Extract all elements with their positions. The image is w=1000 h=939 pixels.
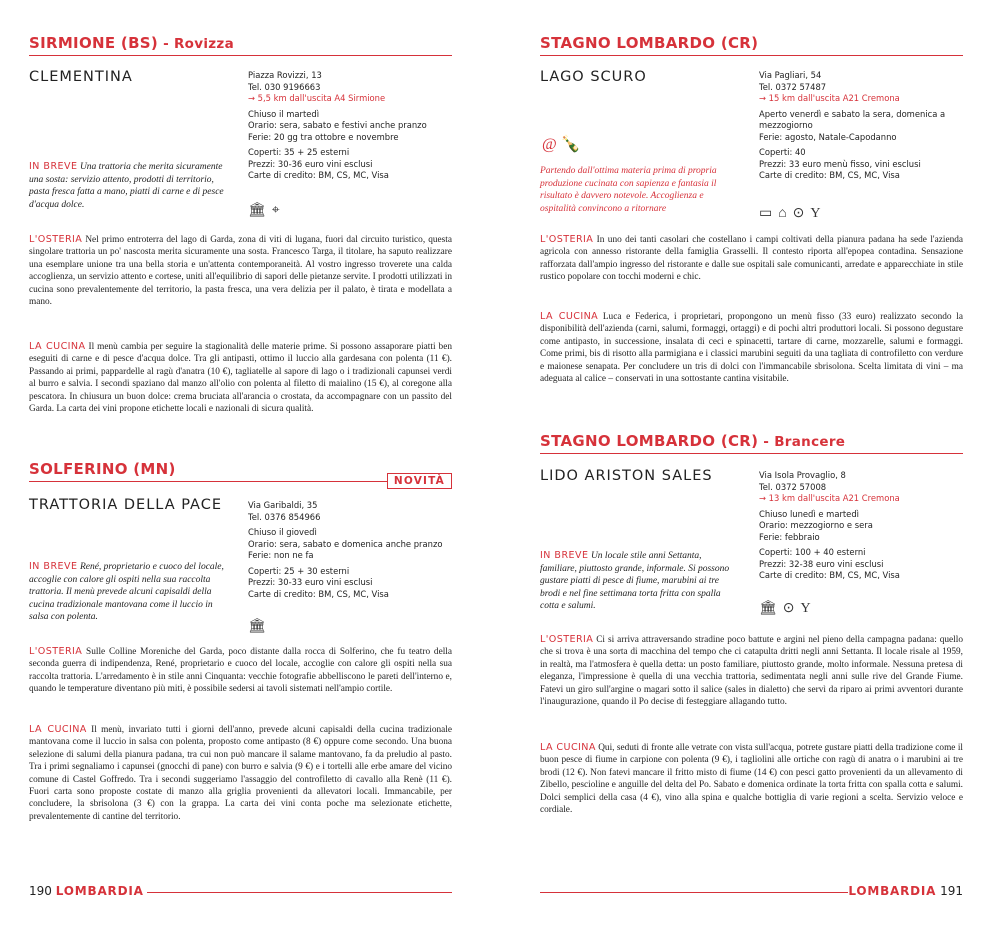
osteria-text: Nel primo entroterra del lago di Garda, zona di viti di lugana, fuori dal circuito turistico, questa singolare trattoria un po' nascosta merita sicuramente una sosta. Francesco Targa, il titolare, ha saputo realizzare una esemplare unione tra una bella storia e un'attenta contemporaneità. Al vostro ingresso troverete una calda accoglienza, un servizio attento e cortese, uniti all'equilibrio di sapori delle pietanze servite. I prodotti utilizzati in cucina sono prevalentemente del territorio, la pasta fresca, una vera delizia per il palato, è tirata e modellata a mano. (29, 235, 452, 308)
closing-day: Chiuso il martedì (248, 108, 320, 119)
osteria-label: L'OSTERIA (29, 234, 83, 245)
cucina-text: Il menù, invariato tutti i giorni dell'anno, prevede alcuni capisaldi della cucina tradizionale mantovana come il luccio in salsa con polenta, proposto come antipasto (8 €) oppure come secondo. Una buona selezione di salumi della pianura padana, tra cui non può mancare il salame mantovano, fa da preludio al pasto. Tra i primi segnaliamo i capunsei (gnocchi di pane) con burro e salvia (9 €) e i tortelli alle erbe amare del vicino comune di Castel Goffredo. Tra i secondi suggeriamo l'assaggio del controfiletto di cavallo alla Renè (11 €). Fuori carta sono proposte costate di manzo alla griglia provenienti da allevatori locali. Immancabile, per concludere, la sbrisolona (3 €) con la grappa. La carta dei vini conta poche ma selezionate etichette, prevalentemente di cantine del territorio. (29, 725, 452, 822)
hours: Orario: sera, sabato e domenica anche pranzo (248, 538, 443, 549)
page-number: 190 (29, 884, 52, 898)
in-breve-text: Un locale stile anni Settanta, familiare, piuttosto grande, informale. Si possono gustare piatti di pesce di fiume, marubini ai tre brodi e nel fine settimana torta fritta con spalla cotta e salumi. (540, 551, 730, 611)
in-breve-label: IN BREVE (540, 550, 589, 561)
seats: Coperti: 25 + 30 esterni (248, 565, 350, 576)
osteria-paragraph (540, 634, 963, 708)
directions: → 5,5 km dall'uscita A4 Sirmione (248, 93, 386, 103)
restaurant-info (759, 70, 969, 182)
prices: Prezzi: 32-38 euro vini esclusi (759, 558, 884, 569)
top-icons (542, 134, 581, 154)
building-icon: 🏛 (248, 619, 266, 634)
in-breve-label: IN BREVE (29, 161, 78, 172)
holidays: Ferie: agosto, Natale-Capodanno (759, 131, 897, 142)
description-brief: Partendo dall'ottima materia prima di propria produzione cucinata con sapienza e fantasia il risultato è davvero notevole. Accoglienza e ospitalità convincono a ritornare (540, 166, 717, 214)
new-badge: NOVITÀ (387, 473, 452, 489)
location-name: STAGNO LOMBARDO (CR) (540, 34, 759, 52)
location-heading (540, 34, 963, 56)
building-icon: 🏛 (248, 203, 266, 218)
osteria-label: L'OSTERIA (540, 234, 594, 245)
service-icons (248, 618, 272, 635)
page-footer (29, 884, 144, 898)
region-label: LOMBARDIA (55, 884, 144, 898)
cucina-label: LA CUCINA (540, 742, 596, 753)
location-name: STAGNO LOMBARDO (CR) (540, 432, 759, 450)
location-sub: - Brancere (758, 434, 846, 450)
bicycle-icon: ⊙ (782, 601, 795, 616)
footer-rule (147, 892, 452, 893)
phone: Tel. 0372 57487 (759, 81, 827, 92)
phone: Tel. 0376 854966 (248, 511, 321, 522)
cucina-paragraph (540, 742, 963, 816)
location-name: SOLFERINO (MN) (29, 460, 176, 478)
address: Via Garibaldi, 35 (248, 500, 318, 510)
osteria-text: Sulle Colline Moreniche del Garda, poco distante dalla rocca di Solferino, che fu teatro della seconda guerra di indipendenza, René, proprietario e cuoco del locale, accoglie con calore gli ospiti nella sua raccolta trattoria. L'arredamento è in stile anni Cinquanta: vecchie fotografie abbelliscono le pareti dell'interno e, quando le temperature diventano più miti, è possibile sedersi ai tavoli sistemati nell'ampio cortile. (29, 647, 452, 695)
holidays: Ferie: 20 gg tra ottobre e novembre (248, 131, 399, 142)
in-breve (29, 161, 229, 211)
cucina-text: Il menù cambia per seguire la stagionalità delle materie prime. Si possono assaporare piatti ben eseguiti di carne e di pesce d'acqua dolce. Tra gli antipasti, ottimo il luccio alla gardesana con polenta (11 €). Passando ai primi, pappardelle al ragù d'anatra (10 €), tagliatelle al sapore di lago o i tradizionali capunsei verdi al burro e salvia. I secondi spaziano dal manzo all'olio con polenta al filetto di maialino (15 €), al coregone alla pescatora. In chiusura un buon dolce: crema bruciata all'arancia o crostata, da accompagnare con un passito del Garda. La carta dei vini propone etichette locali e nazionali di sicura qualità. (29, 342, 452, 415)
credit-cards: Carte di credito: BM, CS, MC, Visa (248, 170, 389, 180)
region-label: LOMBARDIA (848, 884, 937, 898)
location-sub: - Rovizza (158, 36, 235, 52)
wine-glass-icon: Y (810, 206, 821, 221)
page-footer (848, 884, 963, 898)
closing-day: Chiuso lunedì e martedì (759, 508, 859, 519)
address: Via Isola Provaglio, 8 (759, 470, 846, 480)
cucina-label: LA CUCINA (29, 724, 87, 735)
card-icon: ▭ (759, 206, 773, 221)
hours: Orario: sera, sabato e festivi anche pranzo (248, 120, 427, 130)
location-heading (29, 34, 452, 56)
house-icon: ⌂ (778, 206, 787, 221)
seats: Coperti: 100 + 40 esterni (759, 547, 866, 557)
restaurant-name: CLEMENTINA (29, 69, 133, 85)
location-name: SIRMIONE (BS) (29, 34, 159, 52)
in-breve (540, 550, 740, 613)
cucina-paragraph (29, 724, 452, 823)
credit-cards: Carte di credito: BM, CS, MC, Visa (248, 588, 389, 599)
location-heading (540, 432, 963, 454)
cucina-label: LA CUCINA (29, 341, 86, 352)
prices: Prezzi: 33 euro menù fisso, vini esclusi (759, 158, 921, 169)
in-breve-text: René, proprietario e cuoco del locale, accoglie con calore gli ospiti nella sua raccolta trattoria. Il menù prevede alcuni capisaldi della cucina tradizionale mantovana come il luccio in salsa con polenta. (29, 562, 224, 622)
restaurant-name: LIDO ARISTON SALES (540, 468, 713, 484)
in-breve (29, 561, 229, 624)
directions: → 15 km dall'uscita A21 Cremona (759, 93, 900, 103)
cucina-text: Luca e Federica, i proprietari, propongono un menù fisso (33 euro) realizzato secondo la disponibilità dell'azienda (carni, salumi, formaggi, ortaggi) e di pochi altri produttori locali. Si possono degustare come antipasto, in successione, insalata di ceci e spinacetti, tartare di carne, mozzarelle, salumi e formaggi. Come primi, bis di risotto alla parmigiana e i classici marubini seguiti da una tagliata di controfiletto con verdure e maionese senapata. Per concludere un tris di dolci con l'immancabile sbrisolona. Scelta limitata di vini – ma adeguata al calice – conservati in una sottostante cantina visitabile. (540, 312, 963, 385)
osteria-paragraph (29, 234, 452, 308)
directions: → 13 km dall'uscita A21 Cremona (759, 493, 900, 503)
bicycle-icon: ⊙ (792, 206, 805, 221)
page-number: 191 (940, 884, 963, 898)
in-breve-text: Una trattoria che merita sicuramente una sosta: servizio attento, prodotti di territorio, pasta fresca fatta a mano, piatti di carne e di pesce d'acqua dolce. (29, 162, 224, 210)
osteria-text: Ci si arriva attraversando stradine poco battute e argini nel pieno della campagna padana: quello che si trova è una sorta di macchina del tempo che ci catapulta dritti negli anni Settanta. Il locale risale al 1959, in realtà, ma l'atmosfera è quella detta: un posto familiare, piuttosto grande, molto informale. Nessuna pretesa di eleganza, l'impressione è quella di una vecchia trattoria, sedimentata negli anni sulle rive del Grande Fiume. Fatevi un giro sull'argine o magari sotto il salice (sales in dialetto) che servì da riparo ai primi avventori durante l'inaugurazione, quando il Po decise di festeggiare allagando tutto. (540, 635, 963, 708)
footer-rule (540, 892, 848, 893)
wine-bottle-icon: 🍾 (560, 136, 581, 153)
seats: Coperti: 40 (759, 147, 806, 157)
credit-cards: Carte di credito: BM, CS, MC, Visa (759, 170, 900, 180)
restaurant-info (248, 500, 458, 600)
opening: Aperto venerdì e sabato la sera, domenica a mezzogiorno (759, 108, 946, 130)
restaurant-info (248, 70, 458, 182)
snail-icon: @ (542, 136, 557, 153)
cucina-paragraph (29, 341, 452, 415)
location-heading (29, 460, 452, 487)
service-icons (759, 600, 817, 617)
restaurant-name: LAGO SCURO (540, 69, 647, 85)
holidays: Ferie: non ne fa (248, 550, 314, 560)
credit-cards: Carte di credito: BM, CS, MC, Visa (759, 570, 900, 580)
prices: Prezzi: 30-36 euro vini esclusi (248, 158, 373, 169)
wine-glass-icon: Y (800, 601, 811, 616)
restaurant-info (759, 470, 969, 582)
cucina-label: LA CUCINA (540, 311, 599, 322)
osteria-paragraph (29, 646, 452, 696)
phone: Tel. 0372 57008 (759, 481, 827, 492)
address: Via Pagliari, 54 (759, 70, 822, 80)
map-pin-icon: ⌖ (271, 203, 280, 218)
cucina-paragraph (540, 311, 963, 385)
hours: Orario: mezzogiorno e sera (759, 520, 873, 530)
osteria-label: L'OSTERIA (540, 634, 594, 645)
phone: Tel. 030 9196663 (248, 81, 321, 92)
restaurant-name: TRATTORIA DELLA PACE (29, 497, 223, 513)
cucina-text: Qui, seduti di fronte alle vetrate con vista sull'acqua, potrete gustare piatti della tradizione come il buon pesce di fiume in carpione con polenta (9 €), i tagliolini alle ortiche con ragù di anatra o i marubini ai tre brodi (12 €). Non fatevi mancare il fritto misto di fiume (14 €) con pesci gatto provenienti da un allevamento di Zibello, pescioline e anguille del delta del Po. Sabato e domenica ordinate la torta fritta con spalla cotta e salumi. Dolci semplici della casa (4 €), vino alla spina e qualche bottiglia di varie regioni a scelta. Servizio veloce e cordiale. (540, 743, 963, 816)
service-icons (248, 202, 286, 219)
seats: Coperti: 35 + 25 esterni (248, 147, 350, 157)
address: Piazza Rovizzi, 13 (248, 70, 322, 80)
prices: Prezzi: 30-33 euro vini esclusi (248, 577, 373, 587)
osteria-paragraph (540, 234, 963, 284)
service-icons (759, 205, 827, 222)
holidays: Ferie: febbraio (759, 531, 820, 542)
building-icon: 🏛 (759, 601, 777, 616)
in-breve-label: IN BREVE (29, 561, 78, 572)
osteria-text: In uno dei tanti casolari che costellano i campi coltivati della pianura padana ha sede l'azienda agricola con annesso ristorante della famiglia Grasselli. Il contesto riporta all'epopea contadina. Sensazione rafforzata dall'ampio ingresso del ristorante e dalle sue ospitali sale comunicanti, arredate e apparecchiate in stile rustico popolare con tocchi moderni e chic. (540, 235, 963, 283)
closing-day: Chiuso il giovedì (248, 527, 317, 537)
osteria-label: L'OSTERIA (29, 646, 83, 657)
